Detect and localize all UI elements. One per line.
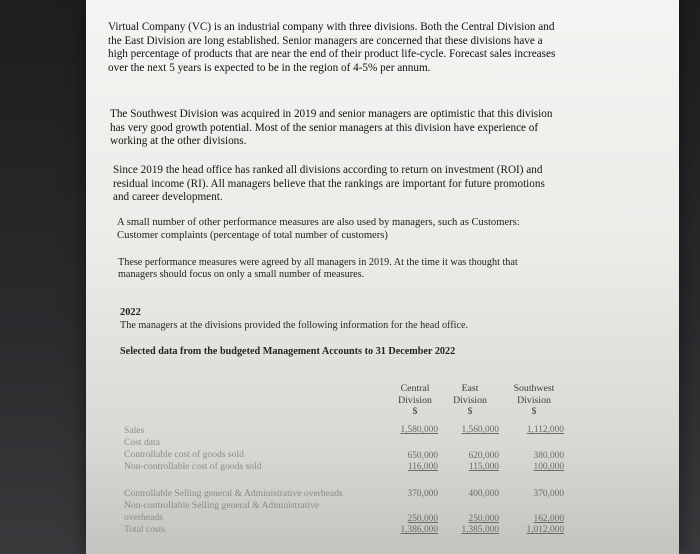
cell-east-controllable-cogs: 620,000 bbox=[468, 451, 499, 461]
cell-central-total-costs: 1,386,000 bbox=[400, 525, 438, 535]
section-year: 2022 bbox=[120, 307, 141, 318]
row-label-sales: Sales bbox=[124, 425, 145, 436]
cell-east-sales: 1,560,000 bbox=[461, 425, 499, 435]
paragraph-company-overview: Virtual Company (VC) is an industrial company with three divisions. Both the Central Division and the East Division are long established. Senior managers are concerned that these divisions have a high percentage of products that are near the end of their product life-cycle. Forecast sales increases over the next 5 years is expected to be in the region of 4-5% per annum. bbox=[108, 21, 556, 74]
cell-southwest-overheads: 162,000 bbox=[533, 514, 564, 524]
column-header-line1: Central bbox=[400, 383, 430, 394]
row-label-noncontrollable-sga: Non-controllable Selling general & Administrative bbox=[124, 500, 320, 511]
cell-central-noncontrollable-cogs: 116,000 bbox=[407, 462, 438, 472]
column-header-line2: Division bbox=[517, 394, 551, 406]
row-label-overheads: overheads bbox=[124, 512, 163, 523]
column-header-unit: $ bbox=[412, 406, 418, 417]
paragraph-measures-agreed: These performance measures were agreed by all managers in 2019. At the time it was thought that managers should focus on only a small number of measures. bbox=[118, 257, 518, 281]
column-header-line1: East bbox=[461, 383, 479, 394]
column-header-line1: Southwest bbox=[513, 383, 555, 394]
column-header-unit: $ bbox=[467, 406, 473, 417]
column-header-central bbox=[393, 383, 437, 418]
cell-southwest-noncontrollable-cogs: 100,000 bbox=[533, 462, 564, 472]
cell-east-noncontrollable-cogs: 115,000 bbox=[468, 462, 499, 472]
column-header-unit: $ bbox=[531, 406, 537, 417]
row-label-controllable-cogs: Controllable cost of goods sold bbox=[124, 449, 244, 460]
cell-east-overheads: 250,000 bbox=[468, 514, 499, 524]
cell-central-sales: 1,580,000 bbox=[400, 425, 438, 435]
column-header-east bbox=[443, 383, 497, 418]
row-label-noncontrollable-cogs: Non-controllable cost of goods sold bbox=[124, 461, 262, 472]
column-header-southwest bbox=[504, 383, 564, 418]
cell-southwest-controllable-cogs: 380,000 bbox=[533, 451, 564, 461]
row-label-total-costs: Total costs bbox=[124, 524, 166, 535]
column-header-line2: Division bbox=[453, 394, 487, 406]
cell-southwest-total-costs: 1,012,000 bbox=[526, 525, 564, 535]
cell-southwest-sales: 1,112,000 bbox=[526, 425, 564, 435]
row-label-controllable-sga: Controllable Selling general & Administrative overheads bbox=[124, 488, 343, 499]
cell-central-controllable-sga: 370,000 bbox=[407, 489, 438, 499]
row-label-cost-data: Cost data bbox=[124, 437, 160, 448]
cell-east-controllable-sga: 400,000 bbox=[468, 489, 499, 499]
table-title: Selected data from the budgeted Management Accounts to 31 December 2022 bbox=[120, 346, 456, 357]
document-page bbox=[86, 0, 679, 554]
cell-central-overheads: 250,000 bbox=[407, 514, 438, 524]
paragraph-other-measures: A small number of other performance measures are also used by managers, such as Customers: Customer complaints (percentage of total number of customers) bbox=[117, 217, 520, 241]
paragraph-ranking: Since 2019 the head office has ranked all divisions according to return on investment (ROI) and residual income (RI). All managers believe that the rankings are important for future promotions and career development. bbox=[113, 164, 545, 204]
column-header-line2: Division bbox=[398, 394, 432, 406]
section-intro: The managers at the divisions provided the following information for the head office. bbox=[120, 320, 469, 331]
paragraph-southwest-division: The Southwest Division was acquired in 2019 and senior managers are optimistic that this division has very good growth potential. Most of the senior managers at this division have experience of working at the other divisions. bbox=[110, 108, 553, 148]
cell-central-controllable-cogs: 650,000 bbox=[407, 451, 438, 461]
cell-southwest-controllable-sga: 370,000 bbox=[533, 489, 564, 499]
cell-east-total-costs: 1,385,000 bbox=[461, 525, 499, 535]
